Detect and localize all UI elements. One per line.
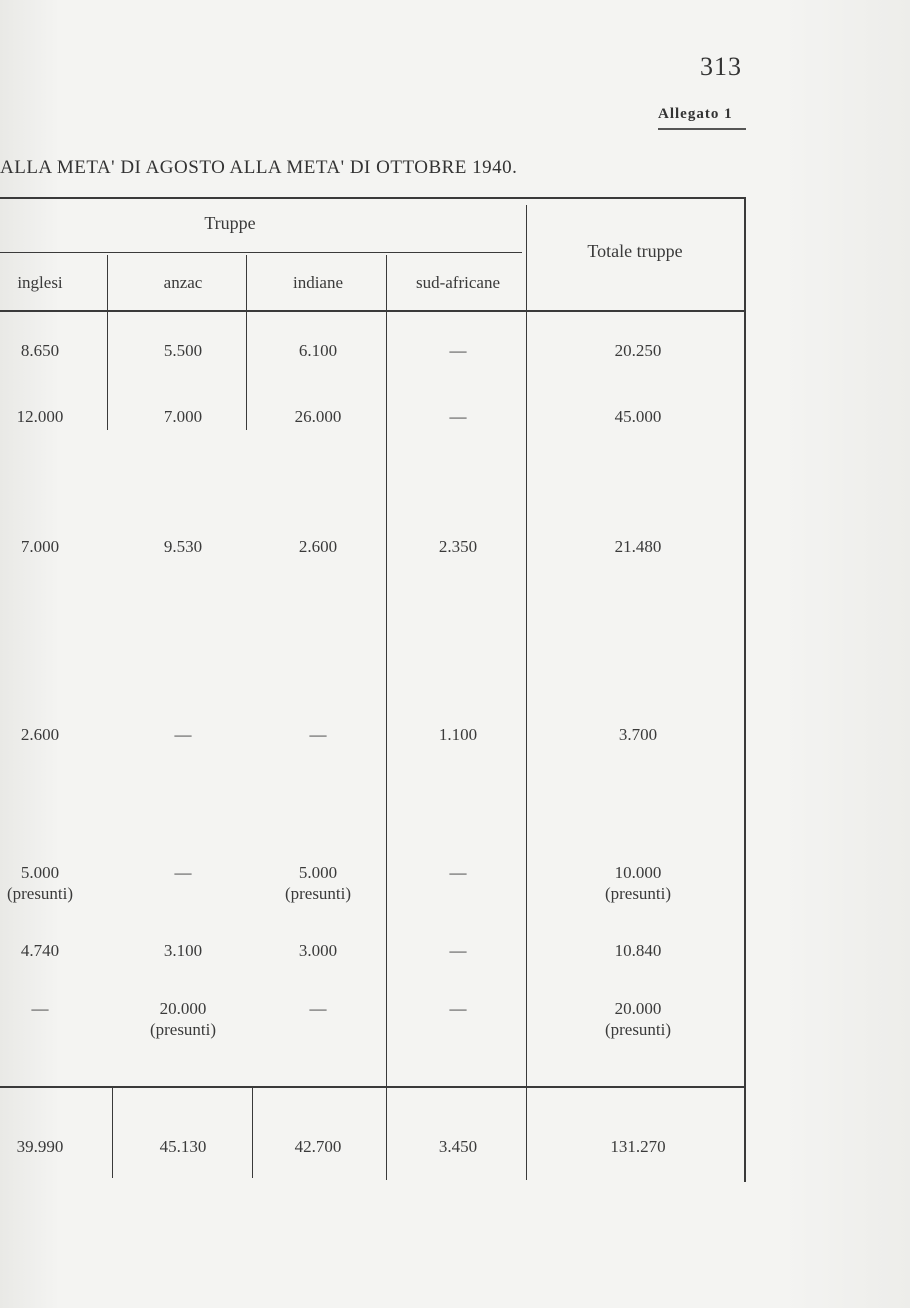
table-cell: 21.480 [614,537,662,556]
table-cell: 20.000 (presunti) [604,999,672,1039]
table-cell: 26.000 [294,407,342,426]
table-cell: 9.530 [163,537,203,556]
table-cell: 4.740 [20,941,60,960]
group-header-truppe: Truppe [204,213,256,233]
table-caption: ALLA META' DI AGOSTO ALLA META' DI OTTOBRE 1940. [0,157,518,178]
totals-cell: 42.700 [294,1137,342,1156]
column-divider-3 [386,255,387,1180]
appendix-underline [658,128,746,130]
table-cell: 6.100 [298,341,338,360]
table-cell: — [31,999,49,1018]
table-cell: 20.250 [614,341,662,360]
column-divider-1-lower [112,1086,113,1178]
column-header-indiane: indiane [292,273,344,292]
table-cell: 7.000 [163,407,203,426]
group-header-rule [0,252,522,253]
table-cell: 10.000 (presunti) [604,863,672,903]
table-cell: 7.000 [20,537,60,556]
table-cell: 2.350 [438,537,478,556]
table-cell: 2.600 [298,537,338,556]
table-cell: — [309,725,327,744]
page-number: 313 [700,52,742,81]
table-cell: — [449,941,467,960]
totals-cell: 3.450 [438,1137,478,1156]
table-cell: 8.650 [20,341,60,360]
table-cell: 3.100 [163,941,203,960]
totals-cell: 39.990 [16,1137,64,1156]
table-cell: 5.000 (presunti) [6,863,74,903]
table-cell: 2.600 [20,725,60,744]
header-bottom-rule [0,310,746,312]
column-divider-4 [526,205,527,1180]
table-cell: 12.000 [16,407,64,426]
column-header-anzac: anzac [163,273,203,292]
table-cell: — [449,999,467,1018]
table-cell: 3.700 [618,725,658,744]
table-cell: — [449,341,467,360]
table-cell: — [309,999,327,1018]
table-cell: — [449,863,467,882]
totals-cell: 45.130 [159,1137,207,1156]
table-cell: — [174,863,192,882]
table-right-border [744,197,746,1182]
table-cell: 10.840 [614,941,662,960]
column-divider-1 [107,255,108,430]
totals-cell: 131.270 [610,1137,666,1156]
table-cell: — [449,407,467,426]
appendix-label: Allegato 1 [658,106,733,122]
column-divider-2-lower [252,1086,253,1178]
column-header-inglesi: inglesi [17,273,63,292]
table-top-rule [0,197,746,199]
table-cell: 45.000 [614,407,662,426]
table-cell: 3.000 [298,941,338,960]
total-header: Totale truppe [587,241,683,261]
table-cell: 5.000 (presunti) [284,863,352,903]
table-cell: 5.500 [163,341,203,360]
table-cell: — [174,725,192,744]
table-cell: 20.000 (presunti) [149,999,217,1039]
column-header-sud-africane: sud-africane [415,273,500,292]
table-cell: 1.100 [438,725,478,744]
